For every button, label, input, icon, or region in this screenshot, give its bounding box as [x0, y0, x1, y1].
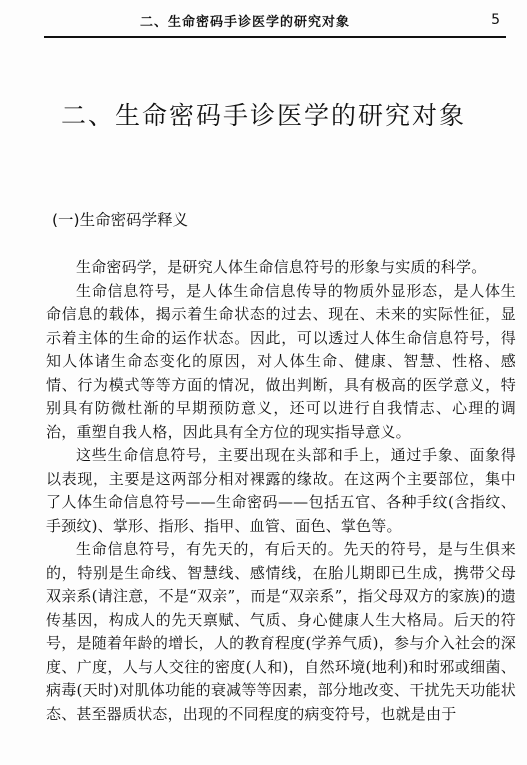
body-text [46, 256, 516, 726]
paragraph: 生命信息符号，有先天的，有后天的。先天的符号，是与生俱来的，特别是生命线、智慧线、感情线，在胎儿期即已生成，携带父母双亲系(请注意，不是“双亲”，而是“双亲系”，指父母双方的家族)的遗传基因，构成人的先天禀赋、气质、身心健康人生大格局。后天的符号，是随着年龄的增长，人的教育程度(学养气质)，参与介入社会的深度、广度，人与人交往的密度(人和)，自然环境(地利)和时邪或细菌、病毒(天时)对肌体功能的衰减等等因素，部分地改变、干扰先天功能状态、甚至器质状态，出现的不同程度的病变符号，也就是由于 [46, 540, 516, 723]
section-heading: (一)生命密码学释义 [52, 211, 189, 229]
header-rule [44, 36, 506, 38]
running-header-title: 二、生命密码手诊医学的研究对象 [140, 14, 351, 30]
page-number: 5 [491, 12, 500, 28]
running-header [44, 8, 504, 32]
paragraph: 这些生命信息符号，主要出现在头部和手上，通过手象、面象得以表现，主要是这两部分相对裸露的缘故。在这两个主要部位，集中了人体生命信息符号——生命密码——包括五官、各种手纹(含指纹、手颈纹)、掌形、指形、指甲、血管、面色、掌色等。 [46, 446, 516, 535]
paragraph: 生命信息符号，是人体生命信息传导的物质外显形态，是人体生命信息的载体，揭示着生命状态的过去、现在、未来的实际性征，显示着主体的生命的运作状态。因此，可以透过人体生命信息符号，得知人体诸生命态变化的原因，对人体生命、健康、智慧、性格、感情、行为模式等等方面的情况，做出判断，具有极高的医学意义，特别具有防微杜渐的早期预防意义，还可以进行自我情志、心理的调治，重塑自我人格，因此具有全方位的现实指导意义。 [46, 281, 516, 441]
paragraph: 生命密码学，是研究人体生命信息符号的形象与实质的科学。 [76, 258, 487, 276]
chapter-title: 二、生命密码手诊医学的研究对象 [60, 101, 466, 130]
